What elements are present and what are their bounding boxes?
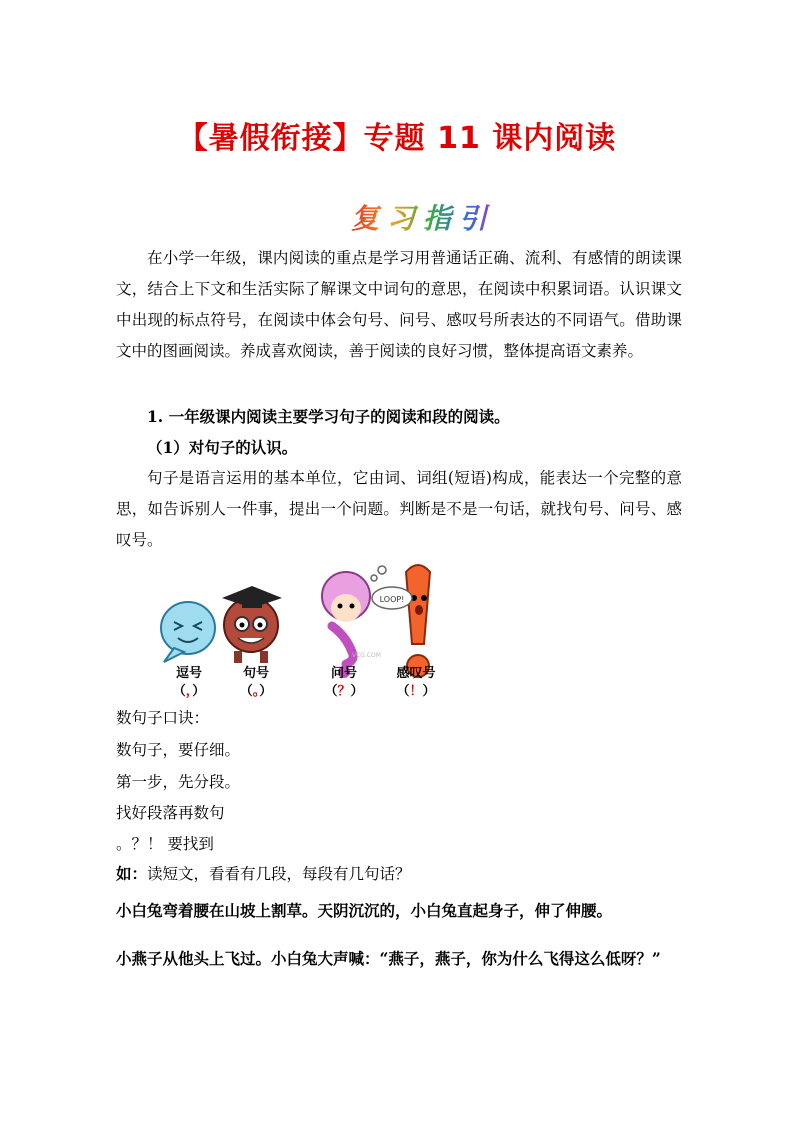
loop-bubble-text: LOOP! <box>379 595 405 604</box>
watermark-text: VCG.COM <box>352 652 381 659</box>
exclamation-character-icon <box>372 565 430 677</box>
story-paragraph-2: 小燕子从他头上飞过。小白兔大声喊：“燕子，燕子，你为什么飞得这么低呀？” <box>116 949 661 968</box>
rhyme-title: 数句子口诀： <box>116 709 210 727</box>
label-question: 问号 <box>330 666 357 681</box>
period-character-icon <box>222 586 282 663</box>
label-comma: 逗号 <box>175 666 202 681</box>
section-heading-1: 1. 一年级课内阅读主要学习句子的阅读和段的阅读。 <box>147 407 510 426</box>
section-heading-2: （1）对句子的认识。 <box>147 438 298 457</box>
sentence-definition-paragraph: 句子是语言运用的基本单位，它由词、词组(短语)构成，能表达一个完整的意思，如告诉别人一件事，提出一个问题。判断是不是一句话，就找句号、问号、感叹号。 <box>116 469 682 549</box>
rhyme-line-2: 第一步，先分段。 <box>116 773 241 791</box>
rhyme-line-4: 。？！ 要找到 <box>116 835 214 853</box>
banner-text: 复习指引 <box>350 202 496 235</box>
example-text: 读短文，看看有几段，每段有几句话？ <box>147 865 411 883</box>
example-label: 如： <box>116 864 148 883</box>
review-guide-banner <box>348 196 498 238</box>
label-exclamation: 感叹号 <box>396 666 436 681</box>
example-line <box>116 862 411 884</box>
rhyme-line-3: 找好段落再数句 <box>116 804 225 822</box>
comma-character-icon <box>161 602 215 662</box>
mark-period: （。） <box>239 684 273 699</box>
intro-paragraph: 在小学一年级，课内阅读的重点是学习用普通话正确、流利、有感情的朗读课文，结合上下文和生活实际了解课文中词句的意思，在阅读中积累词语。认识课文中出现的标点符号，在阅读中体会句号、问号、感叹号所表达的不同语气。借助课文中的图画阅读。养成喜欢阅读，善于阅读的良好习惯，整体提高语文素养。 <box>116 249 682 360</box>
page-title: 【暑假衔接】专题 11 课内阅读 <box>177 121 617 156</box>
punctuation-illustration <box>156 548 456 700</box>
label-period: 句号 <box>242 666 269 681</box>
rhyme-line-1: 数句子，要仔细。 <box>116 741 241 759</box>
mark-question: （？） <box>324 684 364 699</box>
story-paragraph-1: 小白兔弯着腰在山坡上割草。天阴沉沉的，小白兔直起身子，伸了伸腰。 <box>116 901 613 920</box>
mark-exclamation: （！） <box>396 684 436 699</box>
mark-comma: （，） <box>172 684 206 699</box>
